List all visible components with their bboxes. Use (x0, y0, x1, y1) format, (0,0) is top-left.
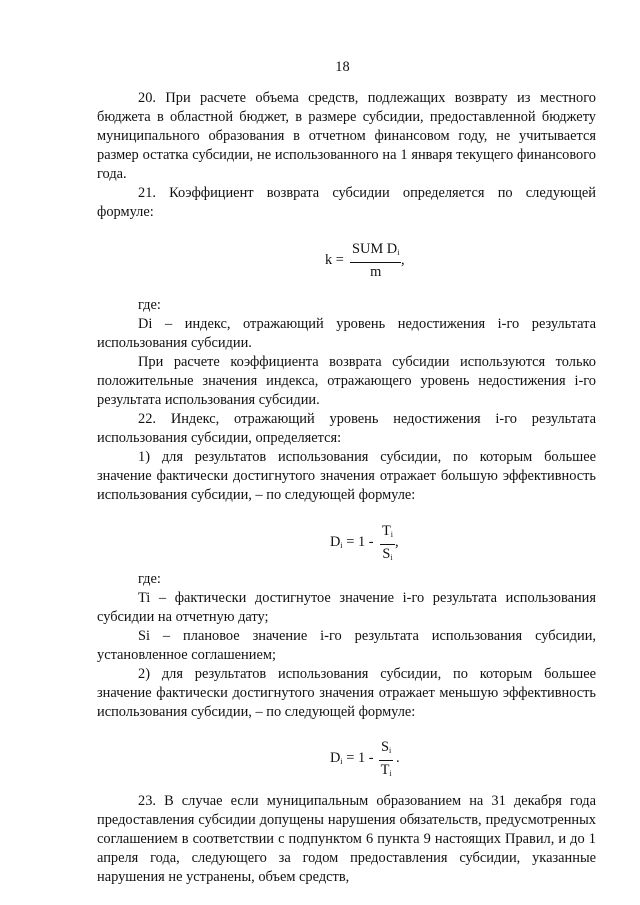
formula-k-lhs: k = (325, 252, 344, 268)
paragraph-20: 20. При расчете объема средств, подлежащих возврату из местного бюджета в областной бюджет, в размере субсидии, предоставленной бюджету муниципального образования в отчетном финансовом году, не учитывается размер остатка субсидии, не использованного на 1 января текущего финансового года. (97, 90, 596, 182)
formula-k-fraction (350, 240, 401, 281)
formula-k-numerator: SUM $D_i$ (350, 240, 401, 263)
formula-k (97, 222, 596, 290)
formula-di-1-numerator: $T_i$ (380, 522, 395, 545)
formula-di-1-tail: , (395, 534, 399, 550)
paragraph-22: 22. Индекс, отражающий уровень недостижения i-го результата использования субсидии, определяется: (97, 411, 596, 446)
formula-di-2-tail: . (396, 750, 400, 766)
formula-di-1-fraction (380, 522, 395, 567)
formula-di-2-numerator: $S_i$ (379, 738, 393, 761)
paragraph-22-1: 1) для результатов использования субсидии, по которым большее значение фактически достигнутого значения отражает большую эффективность использования субсидии, – по следующей формуле: (97, 449, 596, 503)
page-number: 18 (335, 59, 350, 75)
formula-di-1-denominator: $S_i$ (382, 546, 393, 562)
formula-di-1-lhs: $D_i = 1$ - (330, 534, 374, 550)
where-label-1: где: (138, 297, 161, 313)
where-label-2: где: (138, 571, 161, 587)
di-definition: Di – индекс, отражающий уровень недостижения i-го результата использования субсидии. (97, 316, 596, 351)
si-definition: Si – плановое значение i-го результата использования субсидии, установленное соглашением; (97, 628, 596, 663)
formula-di-2 (97, 722, 596, 792)
formula-di-2-lhs: $D_i = 1$ - (330, 750, 374, 766)
formula-di-2-fraction (379, 738, 393, 783)
paragraph-22-2: 2) для результатов использования субсидии, по которым большее значение фактически достигнутого значения отражает меньшую эффективность использования субсидии, – по следующей формуле: (97, 666, 596, 720)
paragraph-positive-values: При расчете коэффициента возврата субсидии используются только положительные значения индекса, отражающего уровень недостижения i-го результата использования субсидии. (97, 354, 596, 408)
formula-di-2-denominator: $T_i$ (380, 762, 392, 778)
paragraph-21: 21. Коэффициент возврата субсидии определяется по следующей формуле: (97, 185, 596, 220)
ti-definition: Ti – фактически достигнутое значение i-го результата использования субсидии на отчетную дату; (97, 590, 596, 625)
paragraph-23: 23. В случае если муниципальным образованием на 31 декабря года предоставления субсидии допущены нарушения обязательств, предусмотренных соглашением в соответствии с подпунктом 6 пункта 9 настоящих Правил, и до 1 апреля года, следующего за годом предоставления субсидии, указанные нарушения не устранены, объем средств, (97, 793, 596, 885)
formula-k-tail: , (401, 252, 405, 268)
formula-di-1 (97, 505, 596, 567)
formula-k-denominator: m (370, 264, 382, 280)
